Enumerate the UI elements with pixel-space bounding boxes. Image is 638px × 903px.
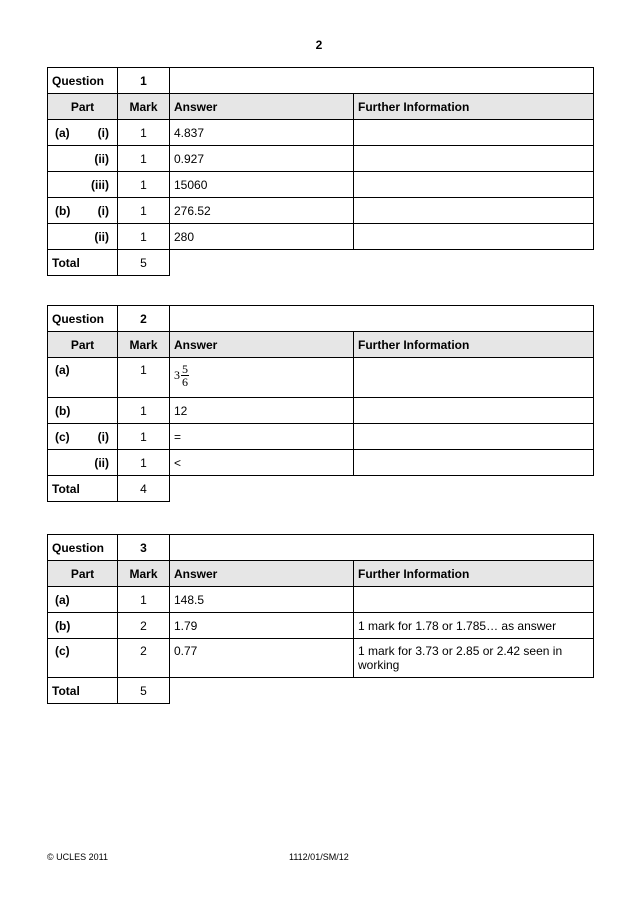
header-row bbox=[48, 94, 594, 120]
table-row bbox=[48, 172, 594, 198]
mark-cell: 1 bbox=[118, 146, 170, 172]
mark-cell: 1 bbox=[118, 358, 170, 398]
subpart-label: (i) bbox=[97, 429, 109, 444]
table-row bbox=[48, 587, 594, 613]
table-row bbox=[48, 358, 594, 398]
question-label: Question bbox=[48, 535, 118, 561]
answer-cell: < bbox=[170, 450, 354, 476]
part-label: (b) bbox=[55, 618, 71, 633]
total-value: 5 bbox=[118, 678, 170, 704]
question-row bbox=[48, 535, 594, 561]
table-row bbox=[48, 198, 594, 224]
question-1-table bbox=[47, 67, 594, 276]
part-label: (b) bbox=[55, 203, 71, 218]
further-information-header: Further Information bbox=[354, 94, 594, 120]
table-row bbox=[48, 639, 594, 678]
total-row bbox=[48, 476, 594, 502]
info-cell bbox=[354, 224, 594, 250]
mark-cell: 2 bbox=[118, 613, 170, 639]
table-row bbox=[48, 120, 594, 146]
fraction-whole: 3 bbox=[174, 368, 180, 382]
mark-cell: 2 bbox=[118, 639, 170, 678]
answer-cell: 148.5 bbox=[170, 587, 354, 613]
mark-cell: 1 bbox=[118, 450, 170, 476]
answer-cell: 12 bbox=[170, 398, 354, 424]
info-cell bbox=[354, 172, 594, 198]
info-cell bbox=[354, 198, 594, 224]
part-label: (c) bbox=[55, 644, 70, 658]
total-row bbox=[48, 250, 594, 276]
answer-cell bbox=[170, 358, 354, 398]
info-cell bbox=[354, 587, 594, 613]
answer-cell: = bbox=[170, 424, 354, 450]
part-label: (a) bbox=[55, 363, 70, 377]
total-label: Total bbox=[48, 250, 118, 276]
info-cell bbox=[354, 424, 594, 450]
mixed-fraction bbox=[174, 363, 189, 388]
mark-header: Mark bbox=[118, 561, 170, 587]
header-row bbox=[48, 332, 594, 358]
info-cell bbox=[354, 398, 594, 424]
mark-header: Mark bbox=[118, 94, 170, 120]
question-label: Question bbox=[48, 306, 118, 332]
question-number: 2 bbox=[118, 306, 170, 332]
answer-cell: 4.837 bbox=[170, 120, 354, 146]
total-label: Total bbox=[48, 476, 118, 502]
table-row bbox=[48, 224, 594, 250]
question-number: 3 bbox=[118, 535, 170, 561]
further-information-header: Further Information bbox=[354, 332, 594, 358]
answer-cell: 15060 bbox=[170, 172, 354, 198]
info-cell bbox=[354, 146, 594, 172]
fraction-denominator: 6 bbox=[182, 375, 188, 389]
footer-code: 1112/01/SM/12 bbox=[289, 852, 349, 862]
part-header: Part bbox=[48, 94, 118, 120]
part-label: (c) bbox=[55, 429, 70, 444]
info-cell bbox=[354, 450, 594, 476]
mark-cell: 1 bbox=[118, 224, 170, 250]
subpart-label: (iii) bbox=[91, 177, 109, 192]
footer-copyright: © UCLES 2011 bbox=[47, 852, 108, 862]
part-header: Part bbox=[48, 332, 118, 358]
table-row bbox=[48, 146, 594, 172]
mark-cell: 1 bbox=[118, 172, 170, 198]
mark-cell: 1 bbox=[118, 424, 170, 450]
answer-cell: 0.927 bbox=[170, 146, 354, 172]
subpart-label: (ii) bbox=[94, 151, 109, 166]
table-row bbox=[48, 424, 594, 450]
info-cell bbox=[354, 120, 594, 146]
info-cell: 1 mark for 3.73 or 2.85 or 2.42 seen in working bbox=[358, 644, 563, 672]
table-row bbox=[48, 450, 594, 476]
subpart-label: (ii) bbox=[94, 455, 109, 470]
question-3-table bbox=[47, 534, 594, 704]
mark-cell: 1 bbox=[118, 587, 170, 613]
mark-cell: 1 bbox=[118, 120, 170, 146]
total-label: Total bbox=[48, 678, 118, 704]
answer-header: Answer bbox=[170, 94, 354, 120]
answer-header: Answer bbox=[170, 332, 354, 358]
part-header: Part bbox=[48, 561, 118, 587]
answer-cell: 280 bbox=[170, 224, 354, 250]
info-cell: 1 mark for 1.78 or 1.785… as answer bbox=[354, 613, 594, 639]
question-row bbox=[48, 68, 594, 94]
total-value: 5 bbox=[118, 250, 170, 276]
answer-cell: 276.52 bbox=[170, 198, 354, 224]
fraction-numerator: 5 bbox=[182, 362, 188, 376]
further-information-header: Further Information bbox=[354, 561, 594, 587]
answer-cell: 1.79 bbox=[170, 613, 354, 639]
part-label: (a) bbox=[55, 592, 70, 607]
total-row bbox=[48, 678, 594, 704]
mark-cell: 1 bbox=[118, 198, 170, 224]
part-label: (b) bbox=[55, 403, 71, 418]
header-row bbox=[48, 561, 594, 587]
subpart-label: (i) bbox=[97, 125, 109, 140]
subpart-label: (i) bbox=[97, 203, 109, 218]
answer-cell: 0.77 bbox=[170, 639, 354, 678]
question-2-table bbox=[47, 305, 594, 502]
answer-header: Answer bbox=[170, 561, 354, 587]
question-row bbox=[48, 306, 594, 332]
table-row bbox=[48, 613, 594, 639]
question-number: 1 bbox=[118, 68, 170, 94]
total-value: 4 bbox=[118, 476, 170, 502]
subpart-label: (ii) bbox=[94, 229, 109, 244]
mark-cell: 1 bbox=[118, 398, 170, 424]
page-number: 2 bbox=[315, 38, 323, 52]
mark-header: Mark bbox=[118, 332, 170, 358]
part-label: (a) bbox=[55, 125, 70, 140]
table-row bbox=[48, 398, 594, 424]
info-cell bbox=[354, 358, 594, 398]
question-label: Question bbox=[48, 68, 118, 94]
